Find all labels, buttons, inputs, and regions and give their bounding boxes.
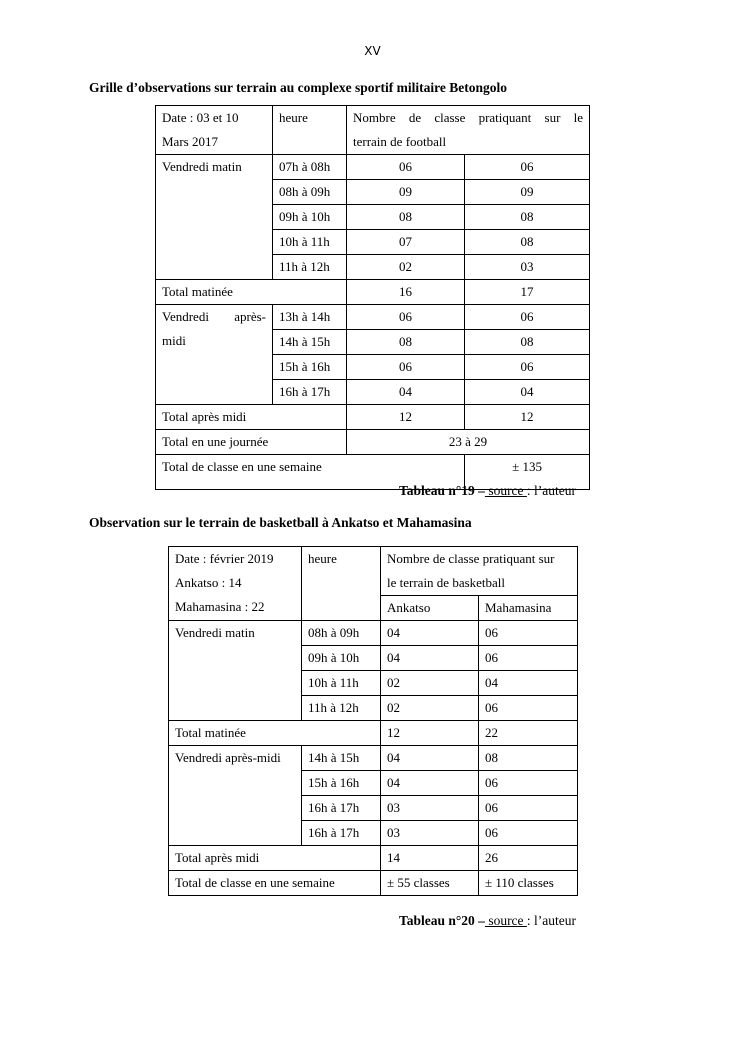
- afternoon-label-cell: [156, 305, 273, 405]
- value-cell: 14: [381, 846, 479, 871]
- hour-header-cell: heure: [302, 547, 381, 621]
- date-header-cell: [156, 106, 273, 155]
- total-day-label: Total en une journée: [156, 430, 347, 455]
- value-cell: 06: [479, 796, 578, 821]
- table-row: [156, 155, 590, 180]
- classes-header-line: le terrain de basketball: [387, 575, 506, 590]
- hour-cell: 10h à 11h: [273, 230, 347, 255]
- date-line: Mars 2017: [162, 134, 218, 149]
- value-cell: 06: [479, 621, 578, 646]
- value-cell: 04: [381, 771, 479, 796]
- value-cell: 02: [381, 671, 479, 696]
- hour-cell: 14h à 15h: [302, 746, 381, 771]
- value-cell: 06: [479, 821, 578, 846]
- value-cell: 06: [479, 771, 578, 796]
- value-cell: 02: [381, 696, 479, 721]
- value-cell: 04: [347, 380, 465, 405]
- total-row: [169, 721, 578, 746]
- value-cell: 08: [465, 330, 590, 355]
- value-cell: 08: [465, 205, 590, 230]
- page-number: XV: [364, 44, 381, 58]
- total-row: [156, 280, 590, 305]
- value-cell: 04: [381, 746, 479, 771]
- value-cell: 12: [381, 721, 479, 746]
- caption-source: source: [484, 483, 527, 498]
- total-afternoon-label: Total après midi: [156, 405, 347, 430]
- morning-label-cell: Vendredi matin: [156, 155, 273, 280]
- value-cell: 06: [479, 646, 578, 671]
- total-row: [169, 846, 578, 871]
- hour-cell: 14h à 15h: [273, 330, 347, 355]
- hour-cell: 09h à 10h: [302, 646, 381, 671]
- hour-cell: 11h à 12h: [273, 255, 347, 280]
- total-week-value: ± 135: [465, 455, 590, 490]
- column-header-ankatso: Ankatso: [381, 596, 479, 621]
- total-week-label: Total de classe en une semaine: [169, 871, 381, 896]
- hour-cell: 16h à 17h: [302, 796, 381, 821]
- hour-header-cell: heure: [273, 106, 347, 155]
- value-cell: 04: [381, 621, 479, 646]
- value-cell: ± 110 classes: [479, 871, 578, 896]
- caption-title: Tableau n°20 –: [399, 913, 485, 928]
- afternoon-label-line: midi: [162, 333, 186, 348]
- value-cell: 06: [347, 155, 465, 180]
- hour-cell: 08h à 09h: [273, 180, 347, 205]
- date-line: Mahamasina : 22: [175, 599, 265, 614]
- hour-cell: 07h à 08h: [273, 155, 347, 180]
- classes-header-cell: [381, 547, 578, 596]
- value-cell: ± 55 classes: [381, 871, 479, 896]
- total-row: [156, 430, 590, 455]
- total-afternoon-label: Total après midi: [169, 846, 381, 871]
- value-cell: 09: [465, 180, 590, 205]
- value-cell: 03: [465, 255, 590, 280]
- value-cell: 07: [347, 230, 465, 255]
- value-cell: 17: [465, 280, 590, 305]
- date-line: Date : 03 et 10: [162, 110, 239, 125]
- table-row: [169, 621, 578, 646]
- total-week-label: Total de classe en une semaine: [156, 455, 465, 490]
- date-line: Date : février 2019: [175, 551, 274, 566]
- column-header-mahamasina: Mahamasina: [479, 596, 578, 621]
- value-cell: 06: [465, 355, 590, 380]
- hour-cell: 16h à 17h: [302, 821, 381, 846]
- classes-header-line: Nombre de classe pratiquant sur: [387, 551, 555, 566]
- value-cell: 06: [465, 305, 590, 330]
- classes-header-cell: [347, 106, 590, 155]
- table-caption: [399, 483, 576, 499]
- value-cell: 08: [479, 746, 578, 771]
- total-row: [156, 405, 590, 430]
- value-cell: 08: [347, 330, 465, 355]
- table-header-row: [169, 547, 578, 596]
- value-cell: 03: [381, 796, 479, 821]
- date-line: Ankatso : 14: [175, 575, 242, 590]
- hour-cell: 13h à 14h: [273, 305, 347, 330]
- value-cell: 09: [347, 180, 465, 205]
- value-cell: 16: [347, 280, 465, 305]
- value-cell: 12: [347, 405, 465, 430]
- football-observation-table: [155, 105, 590, 490]
- caption-author: : l’auteur: [526, 913, 577, 928]
- date-header-cell: [169, 547, 302, 621]
- classes-header-line: Nombre de classe pratiquant sur le: [353, 110, 584, 125]
- hour-cell: 11h à 12h: [302, 696, 381, 721]
- hour-cell: 15h à 16h: [273, 355, 347, 380]
- hour-cell: 08h à 09h: [302, 621, 381, 646]
- table-row: [169, 746, 578, 771]
- total-row: [169, 871, 578, 896]
- hour-cell: 15h à 16h: [302, 771, 381, 796]
- caption-source: source: [484, 913, 527, 928]
- table-row: [156, 305, 590, 330]
- value-cell: 02: [347, 255, 465, 280]
- value-cell: 26: [479, 846, 578, 871]
- hour-cell: 16h à 17h: [273, 380, 347, 405]
- value-cell: 08: [347, 205, 465, 230]
- value-cell: 12: [465, 405, 590, 430]
- value-cell: 06: [347, 355, 465, 380]
- afternoon-label-line: Vendredi après-: [162, 309, 266, 324]
- afternoon-label-cell: Vendredi après-midi: [169, 746, 302, 846]
- value-cell: 04: [479, 671, 578, 696]
- value-cell: 04: [465, 380, 590, 405]
- total-day-value: 23 à 29: [347, 430, 590, 455]
- section-heading-football: Grille d’observations sur terrain au complexe sportif militaire Betongolo: [89, 80, 507, 95]
- morning-label-cell: Vendredi matin: [169, 621, 302, 721]
- value-cell: 06: [347, 305, 465, 330]
- value-cell: 03: [381, 821, 479, 846]
- section-heading-basketball: Observation sur le terrain de basketball à Ankatso et Mahamasina: [89, 515, 472, 530]
- table-header-row: [156, 106, 590, 155]
- basketball-observation-table: [168, 546, 578, 896]
- value-cell: 06: [479, 696, 578, 721]
- caption-title: Tableau n°19 –: [399, 483, 485, 498]
- classes-header-line: terrain de football: [353, 134, 447, 149]
- value-cell: 08: [465, 230, 590, 255]
- value-cell: 22: [479, 721, 578, 746]
- value-cell: 04: [381, 646, 479, 671]
- total-morning-label: Total matinée: [156, 280, 347, 305]
- hour-cell: 10h à 11h: [302, 671, 381, 696]
- caption-author: : l’auteur: [526, 483, 577, 498]
- total-morning-label: Total matinée: [169, 721, 381, 746]
- hour-cell: 09h à 10h: [273, 205, 347, 230]
- table-caption: [399, 913, 576, 929]
- value-cell: 06: [465, 155, 590, 180]
